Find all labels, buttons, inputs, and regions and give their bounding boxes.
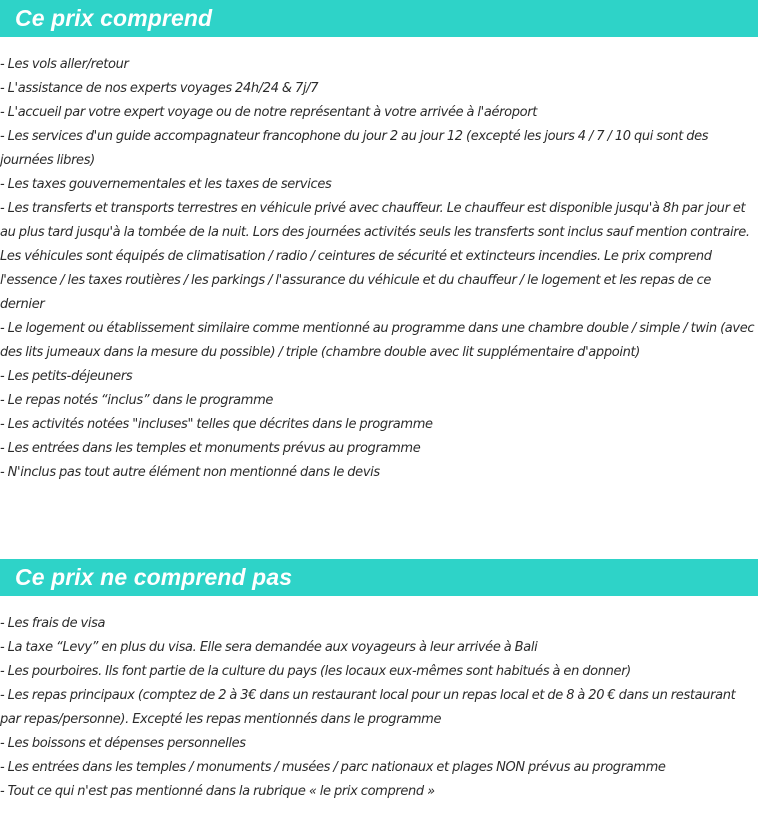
included-item: - Les vols aller/retour — [0, 57, 129, 72]
excluded-item: - Les pourboires. Ils font partie de la culture du pays (les locaux eux-mêmes sont habitués à en donner) — [0, 664, 631, 679]
included-item: - Les taxes gouvernementales et les taxes de services — [0, 177, 332, 192]
excluded-list — [0, 612, 758, 804]
excluded-item: - Les repas principaux (comptez de 2 à 3€ dans un restaurant local pour un repas local et de 8 à 20 € dans un restaurant par repas/personne). Excepté les repas mentionnés dans le programme — [0, 688, 736, 727]
excluded-header — [0, 559, 758, 596]
included-item: - L'assistance de nos experts voyages 24h/24 & 7j/7 — [0, 81, 319, 96]
included-item: - N'inclus pas tout autre élément non mentionné dans le devis — [0, 465, 380, 480]
included-item: - Les entrées dans les temples et monuments prévus au programme — [0, 441, 421, 456]
excluded-item: - Tout ce qui n'est pas mentionné dans la rubrique « le prix comprend » — [0, 784, 435, 799]
excluded-title: Ce prix ne comprend pas — [15, 564, 293, 590]
included-item: - Les services d'un guide accompagnateur francophone du jour 2 au jour 12 (excepté les jours 4 / 7 / 10 qui sont des journées libres) — [0, 129, 709, 168]
included-header — [0, 0, 758, 37]
included-title: Ce prix comprend — [15, 5, 213, 31]
included-item: - Le repas notés “inclus” dans le programme — [0, 393, 274, 408]
included-item: - Le logement ou établissement similaire comme mentionné au programme dans une chambre double / simple / twin (avec des lits jumeaux dans la mesure du possible) / triple (chambre double avec lit supplémentaire d'appoint) — [0, 321, 755, 360]
included-item: - Les petits-déjeuners — [0, 369, 133, 384]
included-list — [0, 53, 758, 485]
included-item: - Les transferts et transports terrestres en véhicule privé avec chauffeur. Le chauffeur est disponible jusqu'à 8h par jour et au plus tard jusqu'à la tombée de la nuit. Lors des journées activités seuls les transferts sont inclus sauf mention contraire. Les véhicules sont équipés de climatisation / radio / ceintures de sécurité et extincteurs incendies. Le prix comprend l'essence / les taxes routières / les parkings / l'assurance du véhicule et du chauffeur / le logement et les repas de ce dernier — [0, 201, 750, 312]
included-item: - L'accueil par votre expert voyage ou de notre représentant à votre arrivée à l'aéroport — [0, 105, 538, 120]
excluded-item: - La taxe “Levy” en plus du visa. Elle sera demandée aux voyageurs à leur arrivée à Bali — [0, 640, 538, 655]
excluded-section — [0, 559, 758, 804]
excluded-item: - Les frais de visa — [0, 616, 106, 631]
included-item: - Les activités notées "incluses" telles que décrites dans le programme — [0, 417, 433, 432]
excluded-item: - Les entrées dans les temples / monuments / musées / parc nationaux et plages NON prévus au programme — [0, 760, 666, 775]
excluded-item: - Les boissons et dépenses personnelles — [0, 736, 246, 751]
